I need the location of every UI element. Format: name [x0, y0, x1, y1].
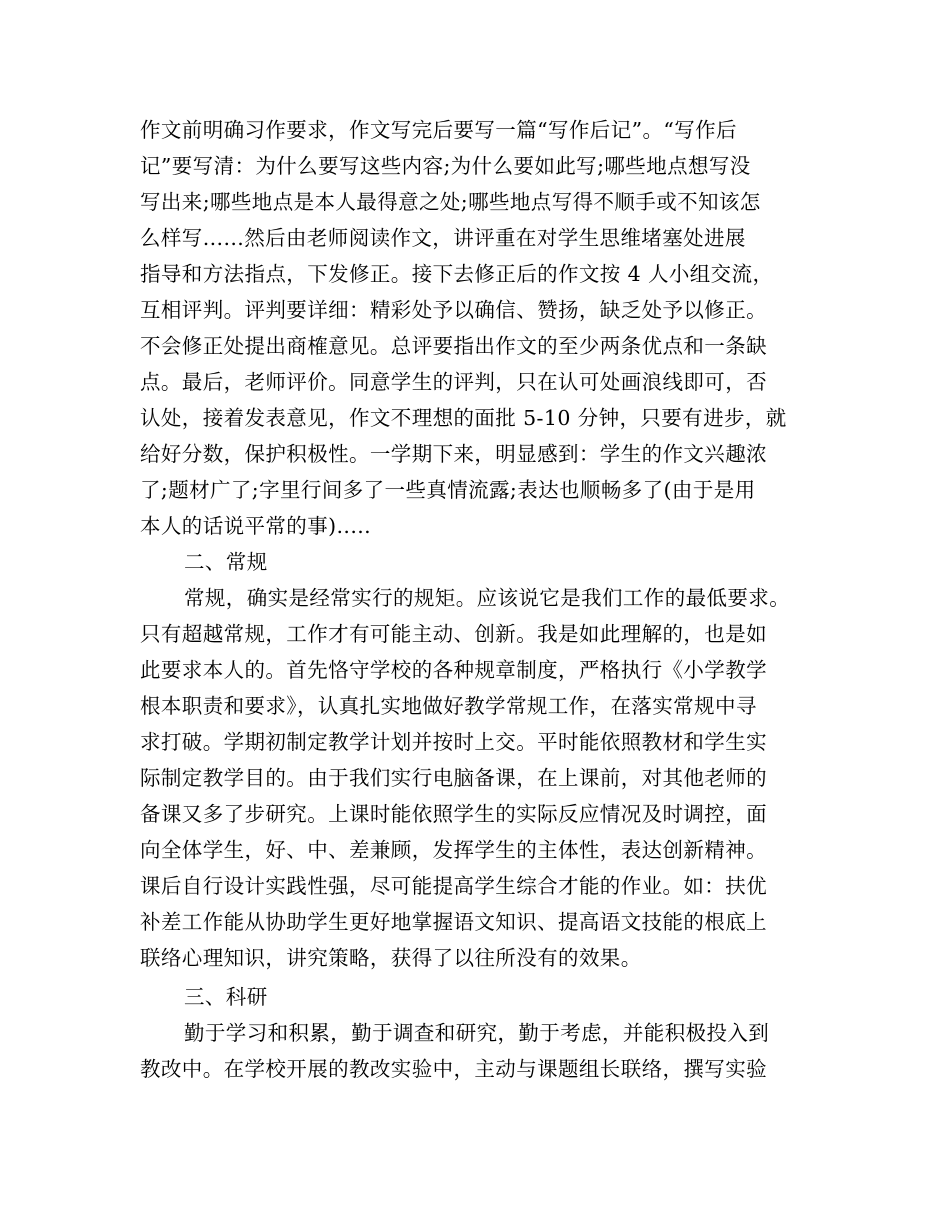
text-line: 么样写......然后由老师阅读作文，讲评重在对学生思维堵塞处进展 — [140, 226, 746, 250]
text-line: 联络心理知识，讲究策略，获得了以往所没有的效果。 — [140, 946, 642, 970]
text-line: 作文前明确习作要求，作文写完后要写一篇“写作后记”。“写作后 — [140, 118, 737, 142]
text-line: 际制定教学目的。由于我们实行电脑备课，在上课前，对其他老师的 — [140, 766, 767, 790]
text-line: 写出来;哪些地点是本人最得意之处;哪些地点写得不顺手或不知该怎 — [140, 190, 761, 214]
text-line: 补差工作能从协助学生更好地掌握语文知识、提高语文技能的根底上 — [140, 910, 767, 934]
text-line: 课后自行设计实践性强，尽可能提高学生综合才能的作业。如：扶优 — [140, 874, 767, 898]
text-line: 记”要写清：为什么要写这些内容;为什么要如此写;哪些地点想写没 — [140, 154, 751, 178]
paragraph-first-line: 常规，确实是经常实行的规矩。应该说它是我们工作的最低要求。 — [184, 586, 791, 610]
text-line: 求打破。学期初制定教学计划并按时上交。平时能依照教材和学生实 — [140, 730, 767, 754]
text-line: 指导和方法指点，下发修正。接下去修正后的作文按 4 人小组交流， — [140, 262, 774, 286]
section-heading: 二、常规 — [184, 550, 268, 574]
text-line: 认处，接着发表意见，作文不理想的面批 5-10 分钟，只要有进步，就 — [140, 406, 787, 430]
text-line: 了;题材广了;字里行间多了一些真情流露;表达也顺畅多了(由于是用 — [140, 478, 756, 502]
text-line: 根本职责和要求》，认真扎实地做好教学常规工作，在落实常规中寻 — [140, 694, 757, 718]
text-line: 本人的话说平常的事)..... — [140, 514, 372, 538]
text-line: 不会修正处提出商榷意见。总评要指出作文的至少两条优点和一条缺 — [140, 334, 767, 358]
paragraph-first-line: 勤于学习和积累，勤于调查和研究，勤于考虑，并能积极投入到 — [184, 1021, 770, 1045]
text-line: 点。最后，老师评价。同意学生的评判，只在认可处画浪线即可，否 — [140, 370, 767, 394]
text-line: 互相评判。评判要详细：精彩处予以确信、赞扬，缺乏处予以修正。 — [140, 298, 767, 322]
text-line: 给好分数，保护积极性。一学期下来，明显感到：学生的作文兴趣浓 — [140, 442, 767, 466]
text-line: 只有超越常规，工作才有可能主动、创新。我是如此理解的，也是如 — [140, 622, 767, 646]
text-line: 此要求本人的。首先恪守学校的各种规章制度，严格执行《小学教学 — [140, 658, 767, 682]
text-line: 向全体学生，好、中、差兼顾，发挥学生的主体性，表达创新精神。 — [140, 838, 767, 862]
section-heading: 三、科研 — [184, 985, 268, 1009]
text-line: 备课又多了步研究。上课时能依照学生的实际反应情况及时调控，面 — [140, 802, 767, 826]
text-line: 教改中。在学校开展的教改实验中，主动与课题组长联络，撰写实验 — [140, 1057, 767, 1081]
